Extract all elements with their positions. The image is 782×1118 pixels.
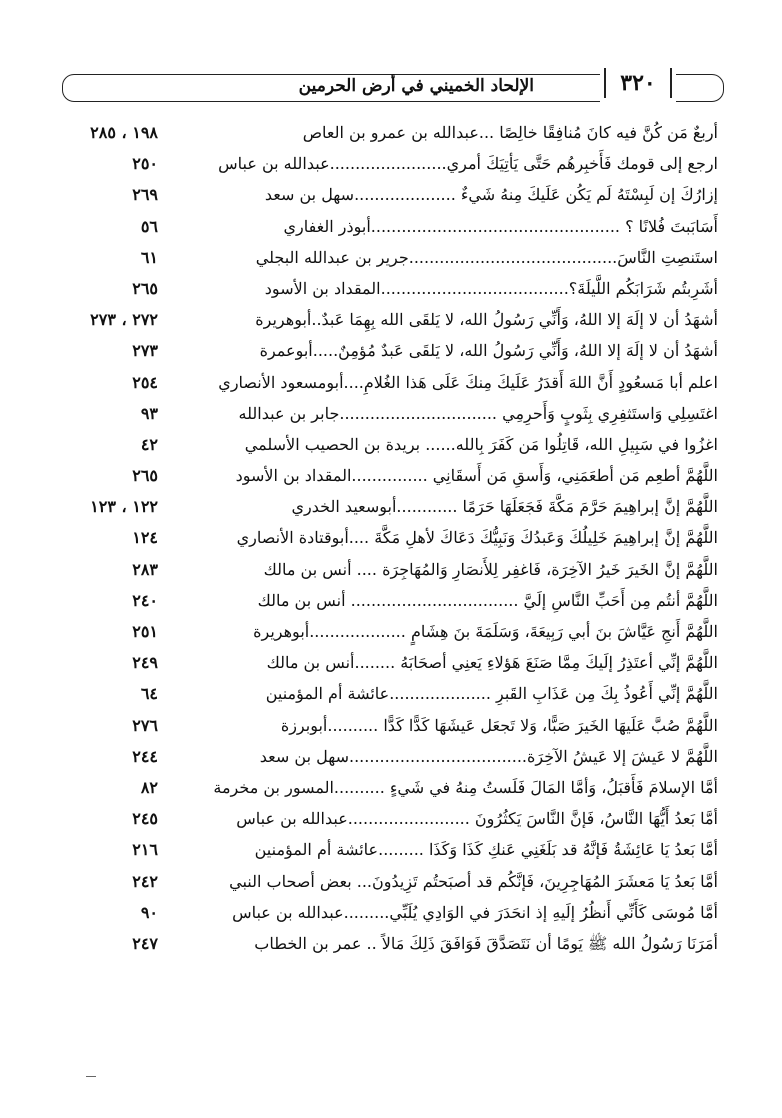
hadith-text: اللَّهُمَّ إنَّ إبراهِيمَ حَرَّمَ مَكَّةَ فَجَعَلَهَا حَرَمًا ............أبوسعيد الخدري [291,497,718,517]
page-reference: ١٢٢ ، ١٢٣ [90,497,158,517]
page-reference: ٢٤٤ [132,746,158,766]
hadith-text: أشَرِبتُم شَرَابَكُم اللَّيلَةَ؟.....................................المقداد بن الأسود [264,278,718,298]
page-reference: ٢٦٥ [132,278,158,298]
index-entry [70,491,718,522]
page-reference: ٤٢ [140,434,158,454]
page-reference: ٢٨٣ [132,559,158,579]
index-entry [70,928,718,959]
page-reference: ٦١ [140,247,158,267]
page-number: ٣٢٠ [600,66,676,102]
hadith-text: اغزُوا في سَبِيلِ الله، قَاتِلُوا مَن كَفَرَ بِالله...... بريدة بن الحصيب الأسلمي [244,434,718,454]
index-entry [70,772,718,803]
index-entry [70,367,718,398]
index-entry [70,554,718,585]
page-reference: ٩٠ [140,902,158,922]
index-entry [70,242,718,273]
page-reference: ٢٧٣ [132,341,158,361]
hadith-text: ارجع إلى قومك فَأَخبِرهُم حَتَّى يَأتِيَكَ أمري.......................عبدالله بن عباس [218,154,718,174]
hadith-text: أربعٌ مَن كُنَّ فيه كانَ مُنافِقًا خالِصًا ...عبدالله بن عمرو بن العاص [302,123,718,142]
index-entry [70,398,718,429]
page-reference: ٢٤٢ [132,871,158,891]
hadith-text: أمَّا الإسلامَ فَأَقبَلُ، وَأمَّا المَالَ فَلَستُ مِنهُ في شَيءٍ ..........المسور بن مخرمة [213,777,718,797]
page-header [62,66,724,106]
page-reference: ٢٧٦ [132,715,158,735]
hadith-text: اللَّهُمَّ إنِّي أعتَذِرُ إلَيكَ مِمَّا صَنَعَ هَؤلاءِ يَعنِي أصحَابَهُ ........أنس بن مالك [266,653,718,673]
hadith-text: أمَّا مُوسَى كَأَنِّي أَنظُرُ إلَيهِ إذ انحَدَرَ في الوَادِي يُلَبِّي.........عبدالله بن عباس [232,902,718,922]
index-entry [70,616,718,647]
hadith-text: أَسَابَبتَ فُلانًا ؟ .................................................أبوذر الغفاري [283,216,718,236]
page-reference: ٢٥١ [132,622,158,641]
page-reference: ٢٥٤ [132,372,158,392]
index-entry [70,834,718,865]
page-reference: ٥٦ [140,216,158,236]
page-reference: ٢٤٧ [132,933,158,953]
index-entry [70,897,718,928]
hadith-text: اللَّهُمَّ إنِّي أَعُوذُ بِكَ مِن عَذَابِ القَبرِ ....................عائشة أم المؤمنين [265,684,718,704]
hadith-text: أشهَدُ أن لا إلَهَ إلا اللهُ، وَأَنِّي رَسُولُ الله، لا يَلقَى عَبدٌ مُؤمِنٌ.....أبوعمرة [259,341,718,361]
page-reference: ٢٤٥ [132,809,158,829]
page-reference: ٢٤٠ [132,590,158,610]
index-entry [70,866,718,897]
hadith-text: اللَّهُمَّ أَنجِ عَيَّاشَ بنَ أبي رَبِيعَةَ، وَسَلَمَةَ بنَ هِشَامٍ ...................أبوهريرة [253,622,718,641]
index-entry [70,335,718,366]
index-entry [70,211,718,242]
index-entry [70,647,718,678]
index-entry [70,273,718,304]
hadith-text: اللَّهُمَّ أطعِم مَن أطعَمَنِي، وَأَسقِ مَن أَسقَانِي ...............المقداد بن الأسود [235,466,718,486]
index-entry [70,304,718,335]
index-entry [70,460,718,491]
page-reference: ٢١٦ [132,840,158,860]
hadith-text: اللَّهُمَّ لا عَيشَ إلا عَيشُ الآخِرَة...................................سهل بن سعد [259,746,718,766]
page-reference: ٢٤٩ [132,653,158,673]
page-reference: ٦٤ [140,684,158,704]
hadith-index-list [70,117,718,959]
index-entry [70,710,718,741]
hadith-text: اغتَسِلِي وَاستَثفِرِي بِثَوبٍ وَأَحرِمِي ...............................جابر بن عبدالله [238,403,718,423]
hadith-text: أشهَدُ أن لا إلَهَ إلا اللهُ، وَأَنِّي رَسُولُ الله، لا يَلقَى الله بِهِمَا عَبدٌ..أبوهريرة [255,310,718,330]
page-reference: ٢٦٩ [132,185,158,205]
hadith-text: اللَّهُمَّ صُبَّ عَلَيهَا الخَيرَ صَبًّا، وَلا تَجعَل عَيشَهَا كَدًّا كَدًّا ..........أبوبرزة [280,715,718,735]
hadith-text: إزارُكَ إن لَبِسْتَهُ لَم يَكُن عَلَيكَ مِنهُ شَيءٌ ....................سهل بن سعد [264,185,718,205]
index-entry [70,522,718,553]
index-entry [70,117,718,148]
hadith-text: أمَّا بَعدُ يَا مَعشَرَ المُهَاجِرِينَ، فَإنَّكُم قد أصبَحتُم تَزِيدُونَ... بعض أصحاب النبي [229,871,718,891]
index-entry [70,429,718,460]
index-entry [70,678,718,709]
page-reference: ١٢٤ [132,528,158,548]
index-entry [70,585,718,616]
book-title: الإلحاد الخميني في أرض الحرمين [298,76,534,96]
page-reference: ٩٣ [140,403,158,423]
page-reference: ٢٧٢ ، ٢٧٣ [90,310,158,330]
hadith-text: أمَرَنَا رَسُولُ الله ﷺ يَومًا أن نَتَصَدَّقَ فَوَافَقَ ذَلِكَ مَالاً .. عمر بن الخطاب [254,933,718,953]
hadith-text: استَنصِتِ النَّاسَ.........................................جرير بن عبدالله البجلي [255,247,718,267]
index-entry [70,741,718,772]
hadith-text: أمَّا بَعدُ يَا عَائِشَةُ فَإنَّهُ قد بَلَغَنِي عَنكِ كَذَا وَكَذَا .........عائشة أم المؤمنين [254,840,718,860]
index-entry [70,179,718,210]
hadith-text: اللَّهُمَّ إنَّ الخَيرَ خَيرُ الآخِرَة، فَاغفِر لِلأَنصَارِ وَالمُهَاجِرَة .... أنس بن مالك [263,559,718,579]
page-reference: ١٩٨ ، ٢٨٥ [90,123,158,142]
index-entry [70,803,718,834]
hadith-text: اللَّهُمَّ أنتُم مِن أَحَبِّ النَّاسِ إلَيَّ ................................. أنس بن مالك [257,590,718,610]
page-reference: ٢٦٥ [132,466,158,486]
page-reference: ٢٥٠ [132,154,158,174]
scan-mark [86,1076,96,1077]
page-reference: ٨٢ [140,777,158,797]
index-entry [70,148,718,179]
hadith-text: أمَّا بَعدُ أَيُّهَا النَّاسُ، فَإنَّ النَّاسَ يَكثُرُونَ ........................عبدالله بن عباس [236,809,718,829]
hadith-text: اللَّهُمَّ إنَّ إبراهِيمَ خَلِيلُكَ وَعَبدُكَ وَنَبِيُّكَ دَعَاكَ لأهلِ مَكَّةَ ....أبوقتادة الأنصاري [236,528,718,548]
hadith-text: اعلم أبا مَسعُودٍ أَنَّ اللهَ أَقدَرُ عَلَيكَ مِنكَ عَلَى هَذا الغُلامِ....أبومسعود الأنصاري [218,372,718,392]
